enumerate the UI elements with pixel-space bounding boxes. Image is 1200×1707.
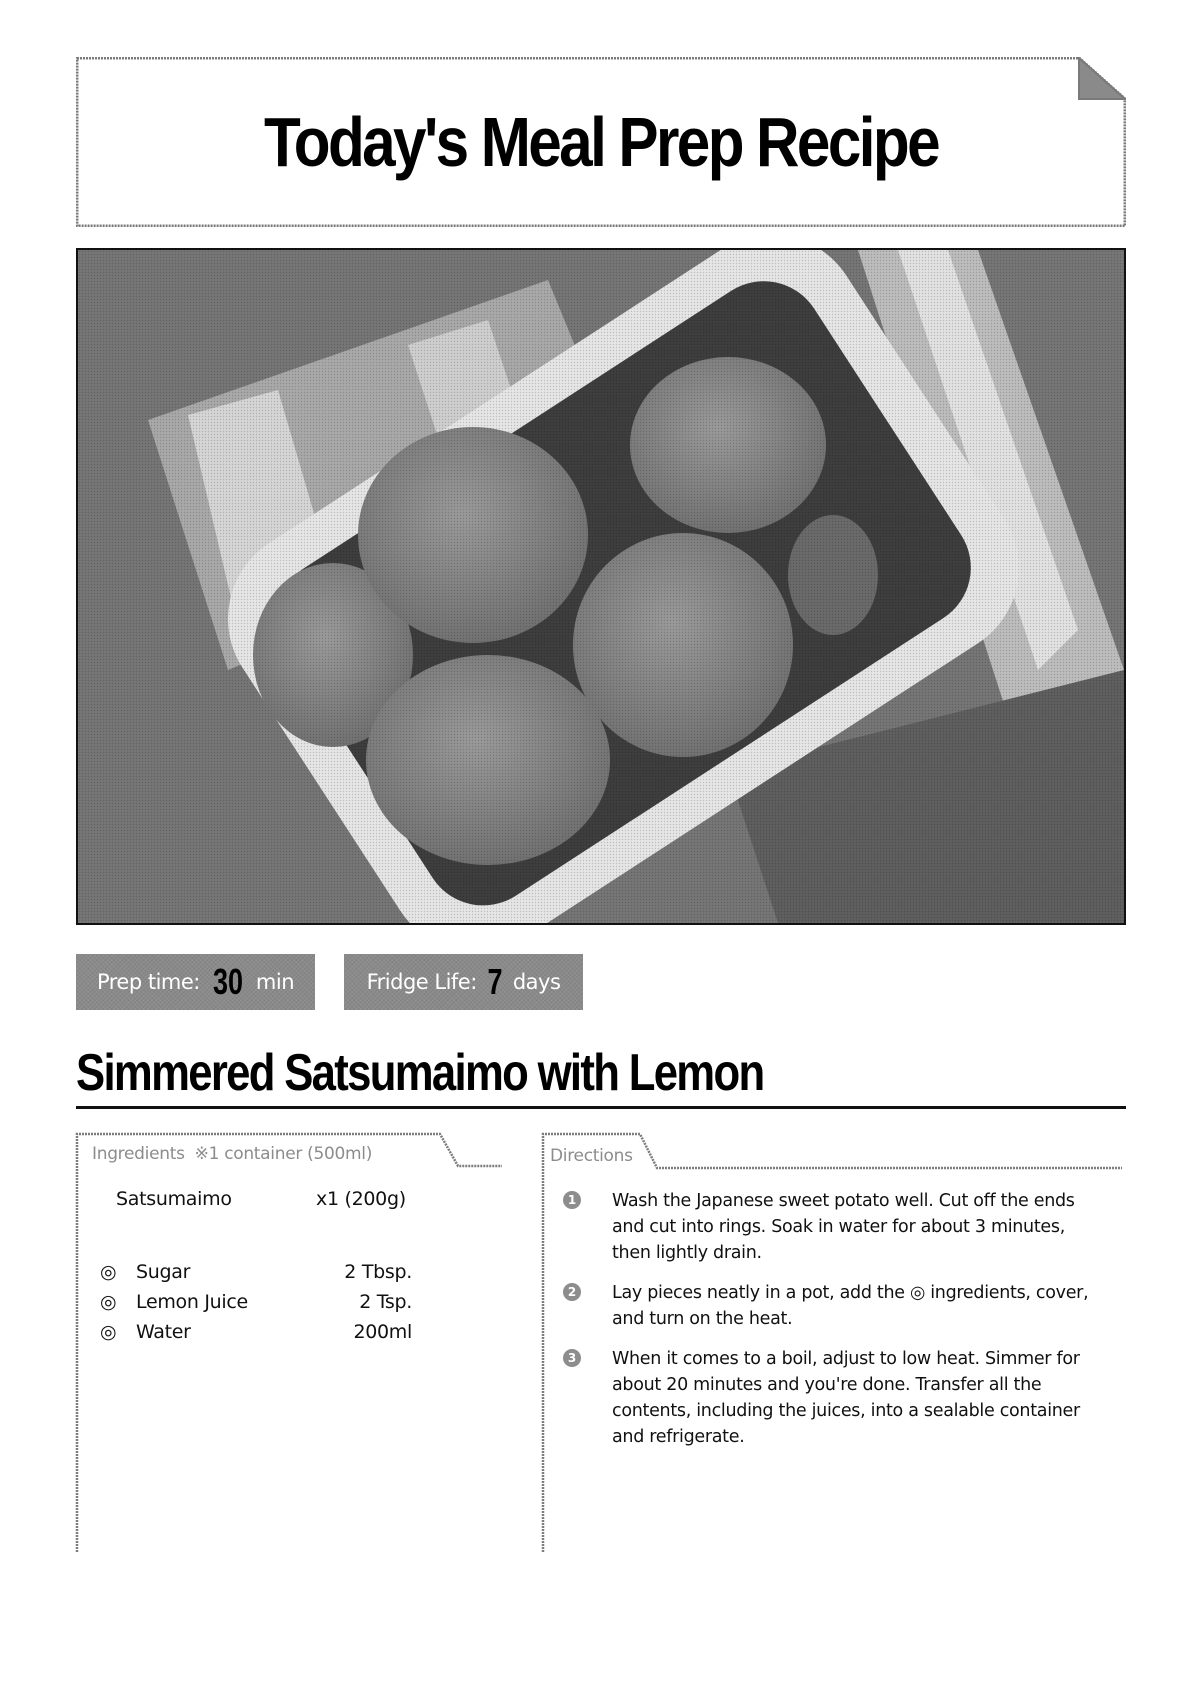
direction-step-2 — [560, 1280, 1120, 1334]
ingredient-name: Water — [136, 1321, 191, 1343]
ingredients-heading — [92, 1144, 372, 1164]
double-circle-icon: ◎ — [100, 1321, 117, 1343]
ingredient-row-lemon-juice — [100, 1291, 412, 1317]
ingredient-qty: 200ml — [353, 1321, 412, 1343]
step-number-icon: 2 — [563, 1283, 581, 1301]
prep-time-label: Prep time: — [96, 970, 200, 994]
step-number-icon: 3 — [563, 1349, 581, 1367]
double-circle-icon: ◎ — [100, 1261, 117, 1283]
fridge-life-unit: days — [512, 970, 561, 994]
ingredient-row-sugar — [100, 1261, 412, 1287]
prep-time-unit: min — [255, 970, 295, 994]
step-text: When it comes to a boil, adjust to low heat. Simmer for about 20 minutes and you're done. Transfer all the contents, including the juices, into a sealable container and refrigerate. — [612, 1349, 1080, 1447]
direction-step-1 — [560, 1188, 1120, 1268]
ingredient-main — [116, 1188, 416, 1214]
ingredient-qty: 2 Tbsp. — [344, 1261, 412, 1283]
page-title: Today's Meal Prep Recipe — [264, 103, 938, 181]
ingredient-name: Lemon Juice — [136, 1291, 248, 1313]
directions-heading: Directions — [550, 1146, 633, 1166]
ingredients-heading-label: Ingredients — [92, 1144, 185, 1164]
ingredient-qty: x1 (200g) — [316, 1188, 406, 1210]
double-circle-icon: ◎ — [100, 1291, 117, 1313]
fridge-life-label: Fridge Life: — [366, 970, 477, 994]
direction-step-3 — [560, 1346, 1120, 1452]
recipe-title: Simmered Satsumaimo with Lemon — [76, 1044, 764, 1102]
ingredient-name: Satsumaimo — [116, 1188, 232, 1210]
step-number-icon: 1 — [563, 1191, 581, 1209]
ingredient-name: Sugar — [136, 1261, 191, 1283]
prep-time-value: 30 — [212, 961, 243, 1002]
step-text: Lay pieces neatly in a pot, add the ◎ ingredients, cover, and turn on the heat. — [612, 1283, 1089, 1329]
ingredient-qty: 2 Tsp. — [359, 1291, 412, 1313]
step-text: Wash the Japanese sweet potato well. Cut off the ends and cut into rings. Soak in water for about 3 minutes, then lightly drain. — [612, 1191, 1075, 1263]
ingredient-row-water — [100, 1321, 412, 1347]
fridge-life-value: 7 — [487, 961, 503, 1002]
ingredients-yield-note: ※1 container (500ml) — [194, 1144, 373, 1164]
